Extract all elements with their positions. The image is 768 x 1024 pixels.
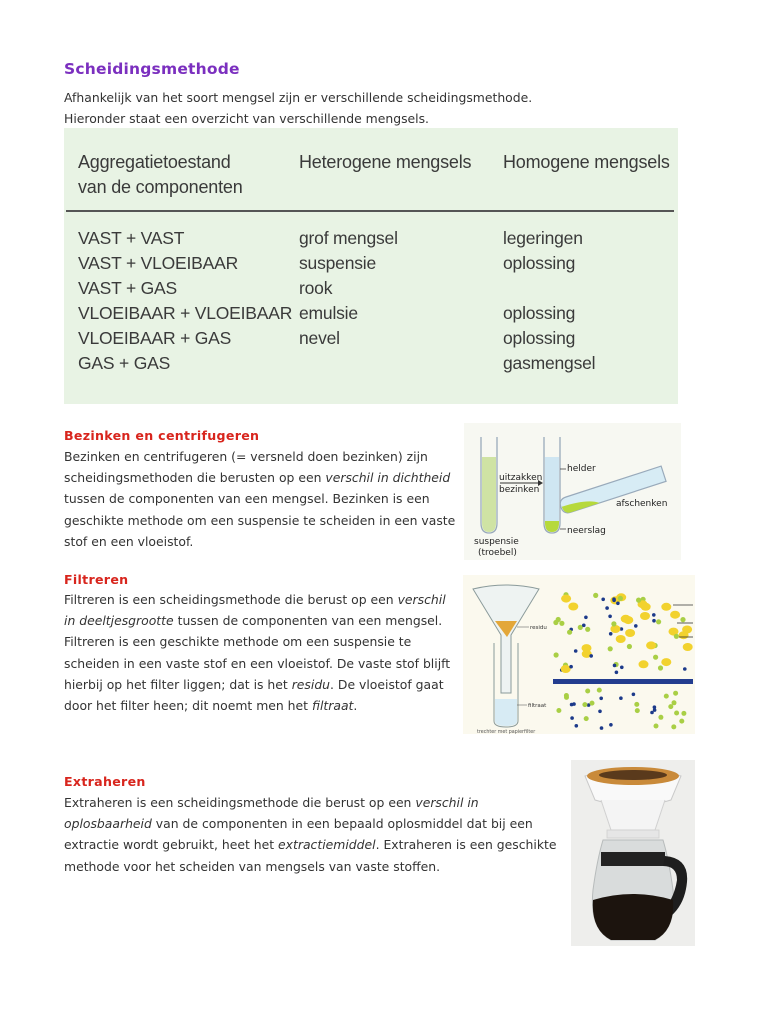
particle <box>618 596 623 601</box>
particle <box>609 632 613 636</box>
particle <box>664 694 669 699</box>
particle <box>564 695 569 700</box>
intro-line-1: Afhankelijk van het soort mengsel zijn er verschillende scheidingsmethode. <box>64 90 533 105</box>
particle <box>584 716 589 721</box>
table-cell-homogeneous: legeringen <box>503 228 583 248</box>
particle <box>611 621 616 626</box>
text-span: door het filter heen; dit noemt men het <box>64 698 312 714</box>
sedimentation-diagram <box>464 423 681 560</box>
particle <box>674 711 679 716</box>
table-cell-heterogeneous: nevel <box>299 328 340 348</box>
paragraph-line <box>64 813 564 834</box>
text-span: extractie wordt gebruikt, heet het <box>64 837 279 853</box>
particle <box>634 624 638 628</box>
label-afschenken: afschenken <box>616 499 668 509</box>
paragraph-line <box>64 610 464 631</box>
table-cell-phase: GAS + GAS <box>78 353 171 373</box>
paragraph-line <box>64 589 464 610</box>
filtration-diagram <box>463 575 695 734</box>
text-span: van de componenten in een bepaald oplosmiddel dat bij een <box>151 816 533 832</box>
particle <box>639 660 649 668</box>
sediment <box>545 521 559 532</box>
particle <box>619 696 623 700</box>
particle <box>679 631 689 639</box>
particle <box>559 621 564 626</box>
text-span: scheidingsmethoden die berusten op een <box>64 470 326 486</box>
particle <box>582 702 587 707</box>
particle <box>561 595 571 603</box>
text-span: Filtreren is een scheidingsmethode die berust op een <box>64 592 398 607</box>
paragraph-line <box>64 695 464 716</box>
particle <box>656 619 661 624</box>
particle <box>683 667 687 671</box>
particle <box>593 593 598 598</box>
table-cell-phase: VAST + GAS <box>78 278 177 298</box>
emphasis-text: extractiemiddel <box>278 837 376 853</box>
paragraph-line: geschikte methode om een suspensie te scheiden in een vaste <box>64 512 456 528</box>
particle <box>640 612 650 620</box>
particle <box>616 635 626 643</box>
emphasis-text: verschil in dichtheid <box>325 470 451 486</box>
particle <box>569 665 573 669</box>
particle <box>584 616 588 620</box>
intro-text <box>64 87 532 129</box>
paragraph-line <box>64 467 464 488</box>
table-cell-homogeneous: oplossing <box>503 303 576 323</box>
table-header-phase-line-1: Aggregatietoestand <box>78 152 231 172</box>
text-span: . <box>353 698 358 714</box>
particle <box>635 708 640 713</box>
coffee-maker-photo <box>571 760 695 946</box>
particle <box>575 724 579 728</box>
label-troebel: (troebel) <box>478 548 517 558</box>
paragraph-bezinken <box>64 446 464 552</box>
section-title-bezinken: Bezinken en centrifugeren <box>64 428 260 443</box>
paragraph-line: Filtreren is een geschikte methode om een suspensie te <box>64 634 412 650</box>
particle <box>683 643 693 651</box>
particle <box>599 697 603 701</box>
text-span: . Extraheren is een geschikte <box>375 837 557 853</box>
emphasis-text: in deeltjesgrootte <box>64 613 174 629</box>
filtrate-liquid <box>495 699 517 726</box>
particle <box>616 602 620 606</box>
paragraph-line <box>64 834 564 855</box>
table-cell-phase: VLOEIBAAR + GAS <box>78 328 232 348</box>
particle <box>620 666 624 670</box>
sedimentation-figure <box>464 423 681 560</box>
coffee-grounds-dark <box>599 770 667 780</box>
table-cell-phase: VAST + VAST <box>78 228 185 248</box>
mixtures-table <box>64 128 678 404</box>
particle <box>567 630 572 635</box>
label-helder: helder <box>567 464 596 474</box>
particle <box>658 665 663 670</box>
paragraph-line: stof en een vloeistof. <box>64 533 194 549</box>
text-span: hierbij op het filter liggen; dat is het <box>64 676 292 692</box>
paragraph-filtreren <box>64 589 464 716</box>
table-cell-heterogeneous: grof mengsel <box>299 228 398 248</box>
particles-group <box>553 592 692 730</box>
particle <box>671 724 676 729</box>
paragraph-line <box>64 792 564 813</box>
label-filtraat: filtraat <box>528 703 547 709</box>
particle <box>679 719 684 724</box>
table-cell-heterogeneous: rook <box>299 278 333 298</box>
particle <box>636 598 641 603</box>
particle <box>672 700 677 705</box>
paragraph-extraheren <box>64 792 564 877</box>
table-header-heterogeneous: Heterogene mengsels <box>299 152 472 172</box>
table-header-phase <box>78 150 243 200</box>
particle <box>612 597 616 601</box>
table-cell-phase: VAST + VLOEIBAAR <box>78 253 239 273</box>
filter-membrane <box>553 679 693 684</box>
particle <box>553 620 558 625</box>
particle <box>681 711 686 716</box>
emphasis-text: oplosbaarheid <box>64 816 152 832</box>
paragraph-line <box>64 674 464 695</box>
particle <box>609 723 613 727</box>
particle <box>598 710 602 714</box>
particle <box>572 702 576 706</box>
label-funnel-caption: trechter met papierfilter <box>477 730 536 734</box>
paragraph-line: methode voor het scheiden van mengsels van vaste stoffen. <box>64 858 441 874</box>
particle <box>597 688 602 693</box>
particle <box>570 716 574 720</box>
text-span: tussen de componenten van een mengsel. <box>173 613 443 629</box>
label-uitzakken: uitzakken <box>499 473 543 483</box>
particle <box>585 627 590 632</box>
table-header-divider <box>66 210 674 212</box>
particle <box>674 634 679 639</box>
particle <box>641 603 651 611</box>
particle <box>574 649 578 653</box>
label-residu: residu <box>530 625 547 631</box>
filter-cone <box>601 800 665 830</box>
particle <box>632 693 636 697</box>
coffee-maker-illustration <box>571 760 695 946</box>
particle <box>600 726 604 730</box>
particle <box>621 615 631 623</box>
label-neerslag: neerslag <box>567 526 606 536</box>
particle <box>653 708 657 712</box>
particle <box>554 652 559 657</box>
particle <box>654 724 659 729</box>
table-header-phase-line-2: van de componenten <box>78 177 243 197</box>
filtration-figure <box>463 575 695 734</box>
filter-base <box>607 830 659 838</box>
particle <box>652 619 656 623</box>
particle <box>568 603 578 611</box>
table-header-homogeneous: Homogene mengsels <box>503 152 670 172</box>
particle <box>608 646 613 651</box>
particle <box>615 671 619 675</box>
emphasis-text: filtraat <box>311 698 354 714</box>
table-cell-heterogeneous: suspensie <box>299 253 377 273</box>
particle <box>653 655 658 660</box>
label-bezinken: bezinken <box>499 485 540 495</box>
particle <box>670 611 680 619</box>
particle <box>646 641 656 649</box>
particle <box>661 603 671 611</box>
suspension-liquid <box>482 457 496 532</box>
brewed-coffee <box>593 894 673 940</box>
particle <box>608 615 612 619</box>
jug-collar <box>601 852 665 866</box>
particle <box>658 715 663 720</box>
particle <box>634 702 639 707</box>
particle <box>680 617 685 622</box>
particle <box>590 701 595 706</box>
section-title-filtreren: Filtreren <box>64 572 129 587</box>
particle <box>652 613 656 617</box>
particle <box>661 658 671 666</box>
paragraph-line: scheiden in een vaste stof en een vloeistof. De vaste stof blijft <box>64 655 451 671</box>
particle <box>589 654 593 658</box>
particle <box>668 704 673 709</box>
table-cell-heterogeneous: emulsie <box>299 303 358 323</box>
table-cell-homogeneous: oplossing <box>503 328 576 348</box>
intro-line-2: Hieronder staat een overzicht van verschillende mengsels. <box>64 111 429 126</box>
table-cell-phase: VLOEIBAAR + VLOEIBAAR <box>78 303 293 323</box>
paragraph-line: Bezinken en centrifugeren (= versneld doen bezinken) zijn <box>64 449 428 464</box>
particle <box>556 708 561 713</box>
particle <box>605 606 609 610</box>
particle <box>601 598 605 602</box>
particle <box>625 629 635 637</box>
emphasis-text: verschil in <box>415 795 479 810</box>
particle <box>627 644 632 649</box>
emphasis-text: verschil <box>397 592 446 607</box>
text-span: . De vloeistof gaat <box>330 676 444 692</box>
emphasis-text: residu <box>291 676 331 692</box>
funnel-icon <box>473 585 539 693</box>
particle <box>585 689 590 694</box>
table-cell-homogeneous: oplossing <box>503 253 576 273</box>
table-cell-homogeneous: gasmengsel <box>503 353 596 373</box>
particle <box>561 665 571 673</box>
particle <box>673 691 678 696</box>
section-title-extraheren: Extraheren <box>64 774 146 789</box>
label-suspensie: suspensie <box>474 537 519 547</box>
text-span: Extraheren is een scheidingsmethode die berust op een <box>64 795 416 810</box>
clear-liquid <box>545 457 559 532</box>
particle <box>610 625 620 633</box>
paragraph-line: tussen de componenten van een mengsel. Bezinken is een <box>64 491 430 507</box>
particle <box>582 624 586 628</box>
page-title: Scheidingsmethode <box>64 60 240 78</box>
particle <box>613 664 617 668</box>
